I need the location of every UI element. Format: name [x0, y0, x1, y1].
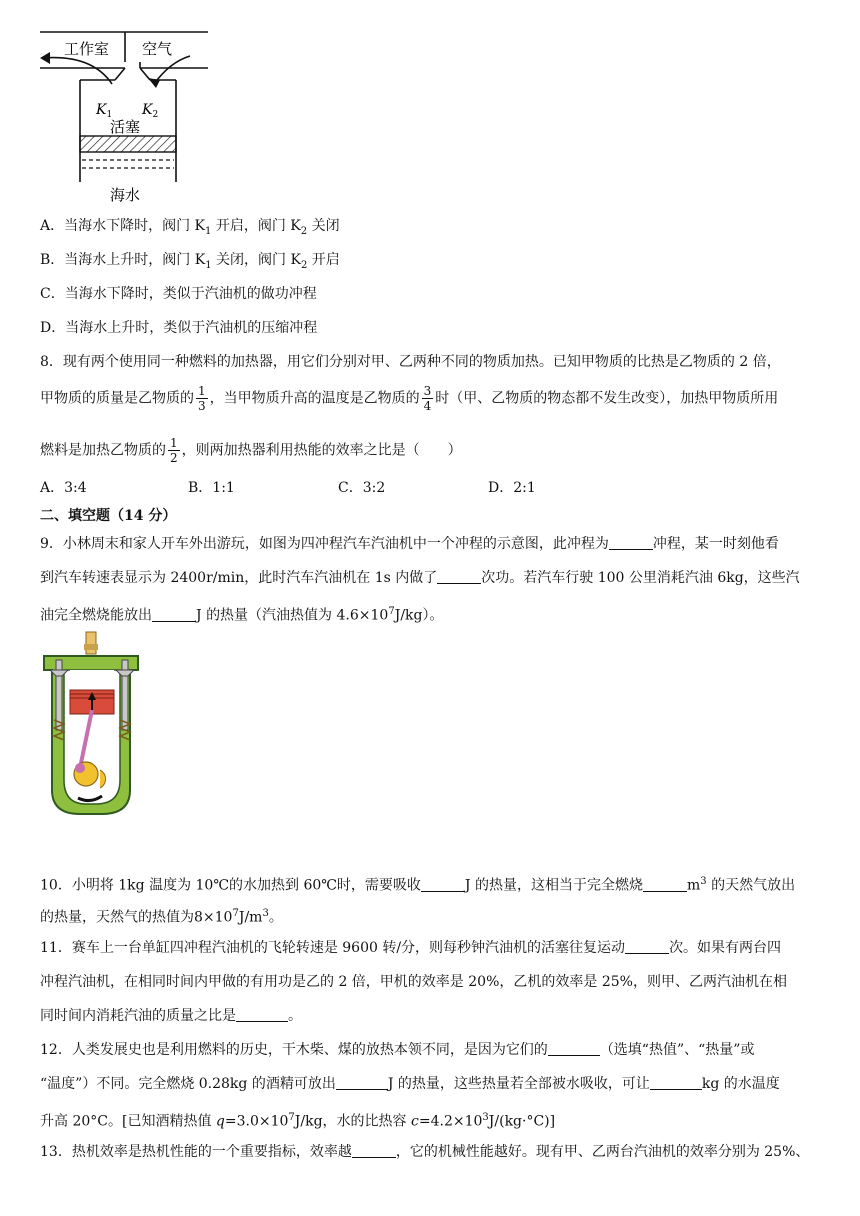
valve2-subscript: 2: [152, 110, 159, 120]
q8-option-c: C．3:2: [338, 480, 386, 496]
q12-line3: 升高 20°C。[已知酒精热值 $q=3.0\times 10^7J/kg$，水的比热容 $c=4.2\times 10^3J/(kg\cdot^\circ C)$]: [40, 1112, 556, 1130]
q7-option-d: D．当海水上升时，类似于汽油机的压缩冲程: [40, 320, 318, 336]
q8-line2: 甲物质的质量是乙物质的 $\frac{1}{3}$ ，当甲物质升高的温度是乙物质的 $\frac{3}{4}$ 时（甲、乙物质的物态都不发生改变），加热甲物质所用: [40, 384, 779, 413]
section-heading-fill-in: 二、填空题（14 分）: [40, 508, 177, 524]
valve1-label: K: [96, 102, 107, 118]
q11-line2: 冲程汽油机，在相同时间内甲做的有用功是乙的 2 倍，甲机的效率是 20%，乙机的效率是 25%，则甲、乙两汽油机在相: [40, 974, 787, 990]
svg-text:K2: [141, 102, 158, 120]
q10-line2: 的热量，天然气的热值为$8\times 10^7J/m^3$。: [40, 908, 283, 926]
q7-option-c: C．当海水下降时，类似于汽油机的做功冲程: [40, 286, 317, 302]
q12-line2: “温度”）不同。完全燃烧 0.28kg 的酒精可放出 J 的热量，这些热量若全部被水吸收，可让 kg 的水温度: [40, 1076, 780, 1092]
q9-line3: 油完全燃烧能放出 J 的热量（汽油热值为 $4.6\times 10^7J/kg$）。: [40, 606, 444, 624]
seawater-label: 海水: [110, 186, 141, 204]
q12-line1: 12．人类发展史也是利用燃料的历史，干木柴、煤的放热本领不同，是因为它们的 （选填“热值”、“热量”或: [40, 1042, 755, 1058]
fraction-three-quarters: $\frac{3}{4}$: [423, 384, 432, 413]
q13-line1: 13．热机效率是热机性能的一个重要指标，效率越 ，它的机械性能越好。现有甲、乙两台汽油机的效率分别为 25%、: [40, 1144, 810, 1160]
piston-label: 活塞: [110, 118, 141, 136]
q7-option-b: B．当海水上升时，阀门 $K_1$ 关闭，阀门 $K_2$ 开启: [40, 252, 340, 271]
fraction-one-third: $\frac{1}{3}$: [198, 384, 206, 413]
q8-option-b: B．1:1: [188, 480, 235, 496]
workroom-label: 工作室: [64, 40, 110, 58]
q8-line1: 8．现有两个使用同一种燃料的加热器，用它们分别对甲、乙两种不同的物质加热。已知甲物质的比热是乙物质的 2 倍，: [40, 354, 781, 370]
seawater-device-diagram: [30, 22, 230, 212]
q8-option-a: A．3:4: [40, 480, 87, 496]
air-label: 空气: [142, 40, 173, 58]
q9-line1: 9．小林周末和家人开车外出游玩，如图为四冲程汽车汽油机中一个冲程的示意图，此冲程为 冲程，某一时刻他看: [40, 536, 779, 552]
q11-line1: 11．赛车上一台单缸四冲程汽油机的飞轮转速是 9600 转/分，则每秒钟汽油机的活塞往复运动 次。如果有两台四: [40, 940, 782, 956]
valve1-subscript: 1: [106, 110, 113, 120]
q8-line3: 燃料是加热乙物质的 $\frac{1}{2}$ ，则两加热器利用热能的效率之比是（ ）: [40, 436, 462, 465]
q7-option-a: A．当海水下降时，阀门 $K_1$ 开启，阀门 $K_2$ 关闭: [40, 218, 340, 237]
q9-line2: 到汽车转速表显示为 2400r/min，此时汽车汽油机在 1s 内做了 次功。若汽车行驶 100 公里消耗汽油 6kg，这些汽: [40, 570, 800, 586]
fraction-one-half: $\frac{1}{2}$: [170, 436, 178, 465]
q10-line1: 10．小明将 1kg 温度为 10℃的水加热到 60℃时，需要吸收 J 的热量，这相当于完全燃烧 $m^3$ 的天然气放出: [40, 876, 796, 894]
q11-line3: 同时间内消耗汽油的质量之比是 。: [40, 1008, 302, 1024]
q8-option-d: D．2:1: [488, 480, 536, 496]
valve2-label: K: [142, 102, 153, 118]
four-stroke-engine-diagram: [40, 630, 150, 820]
